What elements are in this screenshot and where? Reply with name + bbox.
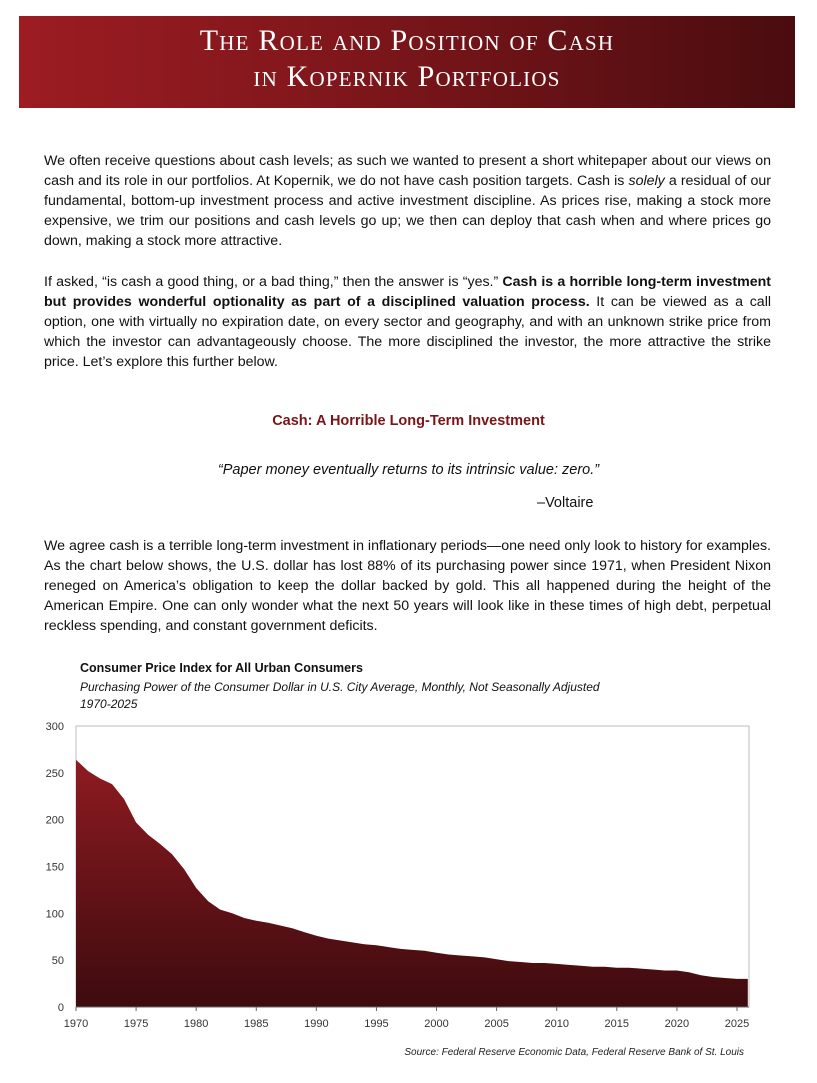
y-tick-label: 0 [57,1002,64,1014]
x-tick-label: 1980 [183,1018,209,1030]
intro-p1-text: We often receive questions about cash levels; as such we wanted to present a short whitepaper about our views on cash and its role in our portfolios. At Kopernik, we do not have cash position targets. Cash is [44,153,771,189]
y-tick-label: 300 [45,721,64,733]
intro-p2-rest: It can be viewed as a call option, one with virtually no expiration date, on every sector and geography, and with an unknown strike price from which the investor can advantageously choose. The more disciplined the investor, the more attractive the strike price. Let’s explore this further below. [44,294,771,370]
x-tick-label: 2010 [544,1018,569,1030]
chart-title: Consumer Price Index for All Urban Consumers [80,661,363,675]
y-tick-label: 50 [51,955,64,968]
x-tick-label: 1975 [123,1018,149,1030]
title-line-1: The Role and Position of Cash [199,24,615,57]
x-tick-label: 1985 [244,1018,269,1030]
chart-source: Source: Federal Reserve Economic Data, Federal Reserve Bank of St. Louis [404,1047,744,1058]
x-tick-label: 2000 [424,1018,449,1030]
x-tick-label: 1995 [364,1018,389,1030]
intro-p1-rest: a residual of our fundamental, bottom-up investment process and active investment discipline. As prices rise, making a stock more expensive, we trim our positions and cash levels go up; we then can deploy that cash when and where prices go down, making a stock more attractive. [44,173,771,249]
x-tick-label: 2005 [484,1018,509,1030]
y-tick-label: 100 [45,908,64,921]
x-tick-label: 2020 [664,1018,690,1030]
intro-p1-emphasis: solely [628,173,665,189]
purchasing-power-area [76,760,748,1007]
x-axis [64,1007,749,1030]
y-tick-label: 250 [45,767,64,780]
intro-p2-bold: Cash is a horrible long-term investment but provides wonderful optionality as part of a disciplined valuation process. [44,274,771,310]
chart-subtitle: Purchasing Power of the Consumer Dollar in U.S. City Average, Monthly, Not Seasonally Adjusted [80,680,600,694]
chart-date-range: 1970-2025 [80,697,138,711]
x-tick-label: 1990 [304,1018,329,1030]
x-tick-label: 2015 [604,1018,630,1030]
intro-p2-start: If asked, “is cash a good thing, or a bad thing,” then the answer is “yes.” [44,274,503,290]
section-heading: Cash: A Horrible Long-Term Investment [272,413,545,429]
quote-attribution: –Voltaire [537,495,594,511]
x-tick-label: 1970 [63,1018,89,1030]
y-axis [46,721,64,1014]
y-tick-label: 200 [45,814,64,827]
y-tick-label: 150 [45,861,64,874]
voltaire-quote: “Paper money eventually returns to its intrinsic value: zero.” [217,462,600,478]
title-line-2: in Kopernik Portfolios [253,60,561,93]
section-body-paragraph: We agree cash is a terrible long-term investment in inflationary periods—one need only look to history for examples. As the chart below shows, the U.S. dollar has lost 88% of its purchasing power since 1971, when President Nixon reneged on America’s obligation to keep the dollar backed by gold. This all happened during the height of the American Empire. One can only wonder what the next 50 years will look like in these times of high debt, perpetual reckless spending, and constant government deficits. [44,538,771,634]
x-tick-label: 2025 [724,1018,750,1030]
